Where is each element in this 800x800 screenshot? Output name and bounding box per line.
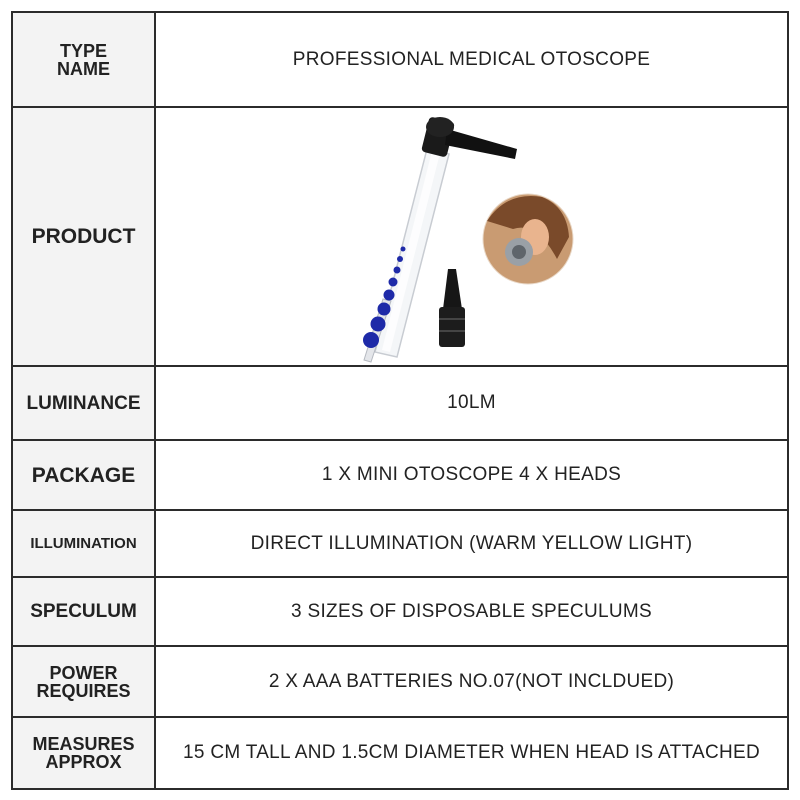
speculum-tip-image (439, 269, 465, 347)
ear-exam-photo (483, 194, 573, 284)
label-illumination: ILLUMINATION (13, 511, 156, 576)
row-measures (13, 718, 787, 788)
value-package: 1 X MINI OTOSCOPE 4 X HEADS (321, 464, 622, 485)
value-power: 2 X AAA BATTERIES NO.07(NOT INCLDUED) (268, 670, 675, 692)
value-luminance: 10LM (447, 392, 496, 413)
product-image-cell (156, 108, 787, 365)
label-measures: MEASURES APPROX (13, 718, 156, 788)
row-package (13, 441, 787, 511)
value-illumination: DIRECT ILLUMINATION (WARM YELLOW LIGHT) (250, 532, 693, 554)
value-measures: 15 CM TALL AND 1.5CM DIAMETER WHEN HEAD IS ATTACHED (183, 742, 760, 763)
row-type-name (13, 13, 787, 108)
label-power: POWER REQUIRES (13, 647, 156, 716)
row-product (13, 108, 787, 367)
row-luminance (13, 367, 787, 441)
value-type-name: PROFESSIONAL MEDICAL OTOSCOPE (292, 48, 651, 70)
product-illustration (157, 109, 787, 364)
spec-table (11, 11, 789, 790)
label-speculum: SPECULUM (13, 578, 156, 645)
label-package: PACKAGE (13, 441, 156, 509)
row-speculum (13, 578, 787, 647)
label-product: PRODUCT (13, 108, 156, 365)
row-power (13, 647, 787, 718)
row-illumination (13, 511, 787, 578)
label-type-name: TYPE NAME (13, 13, 156, 106)
value-speculum: 3 SIZES OF DISPOSABLE SPECULUMS (291, 600, 652, 622)
label-luminance: LUMINANCE (13, 367, 156, 439)
